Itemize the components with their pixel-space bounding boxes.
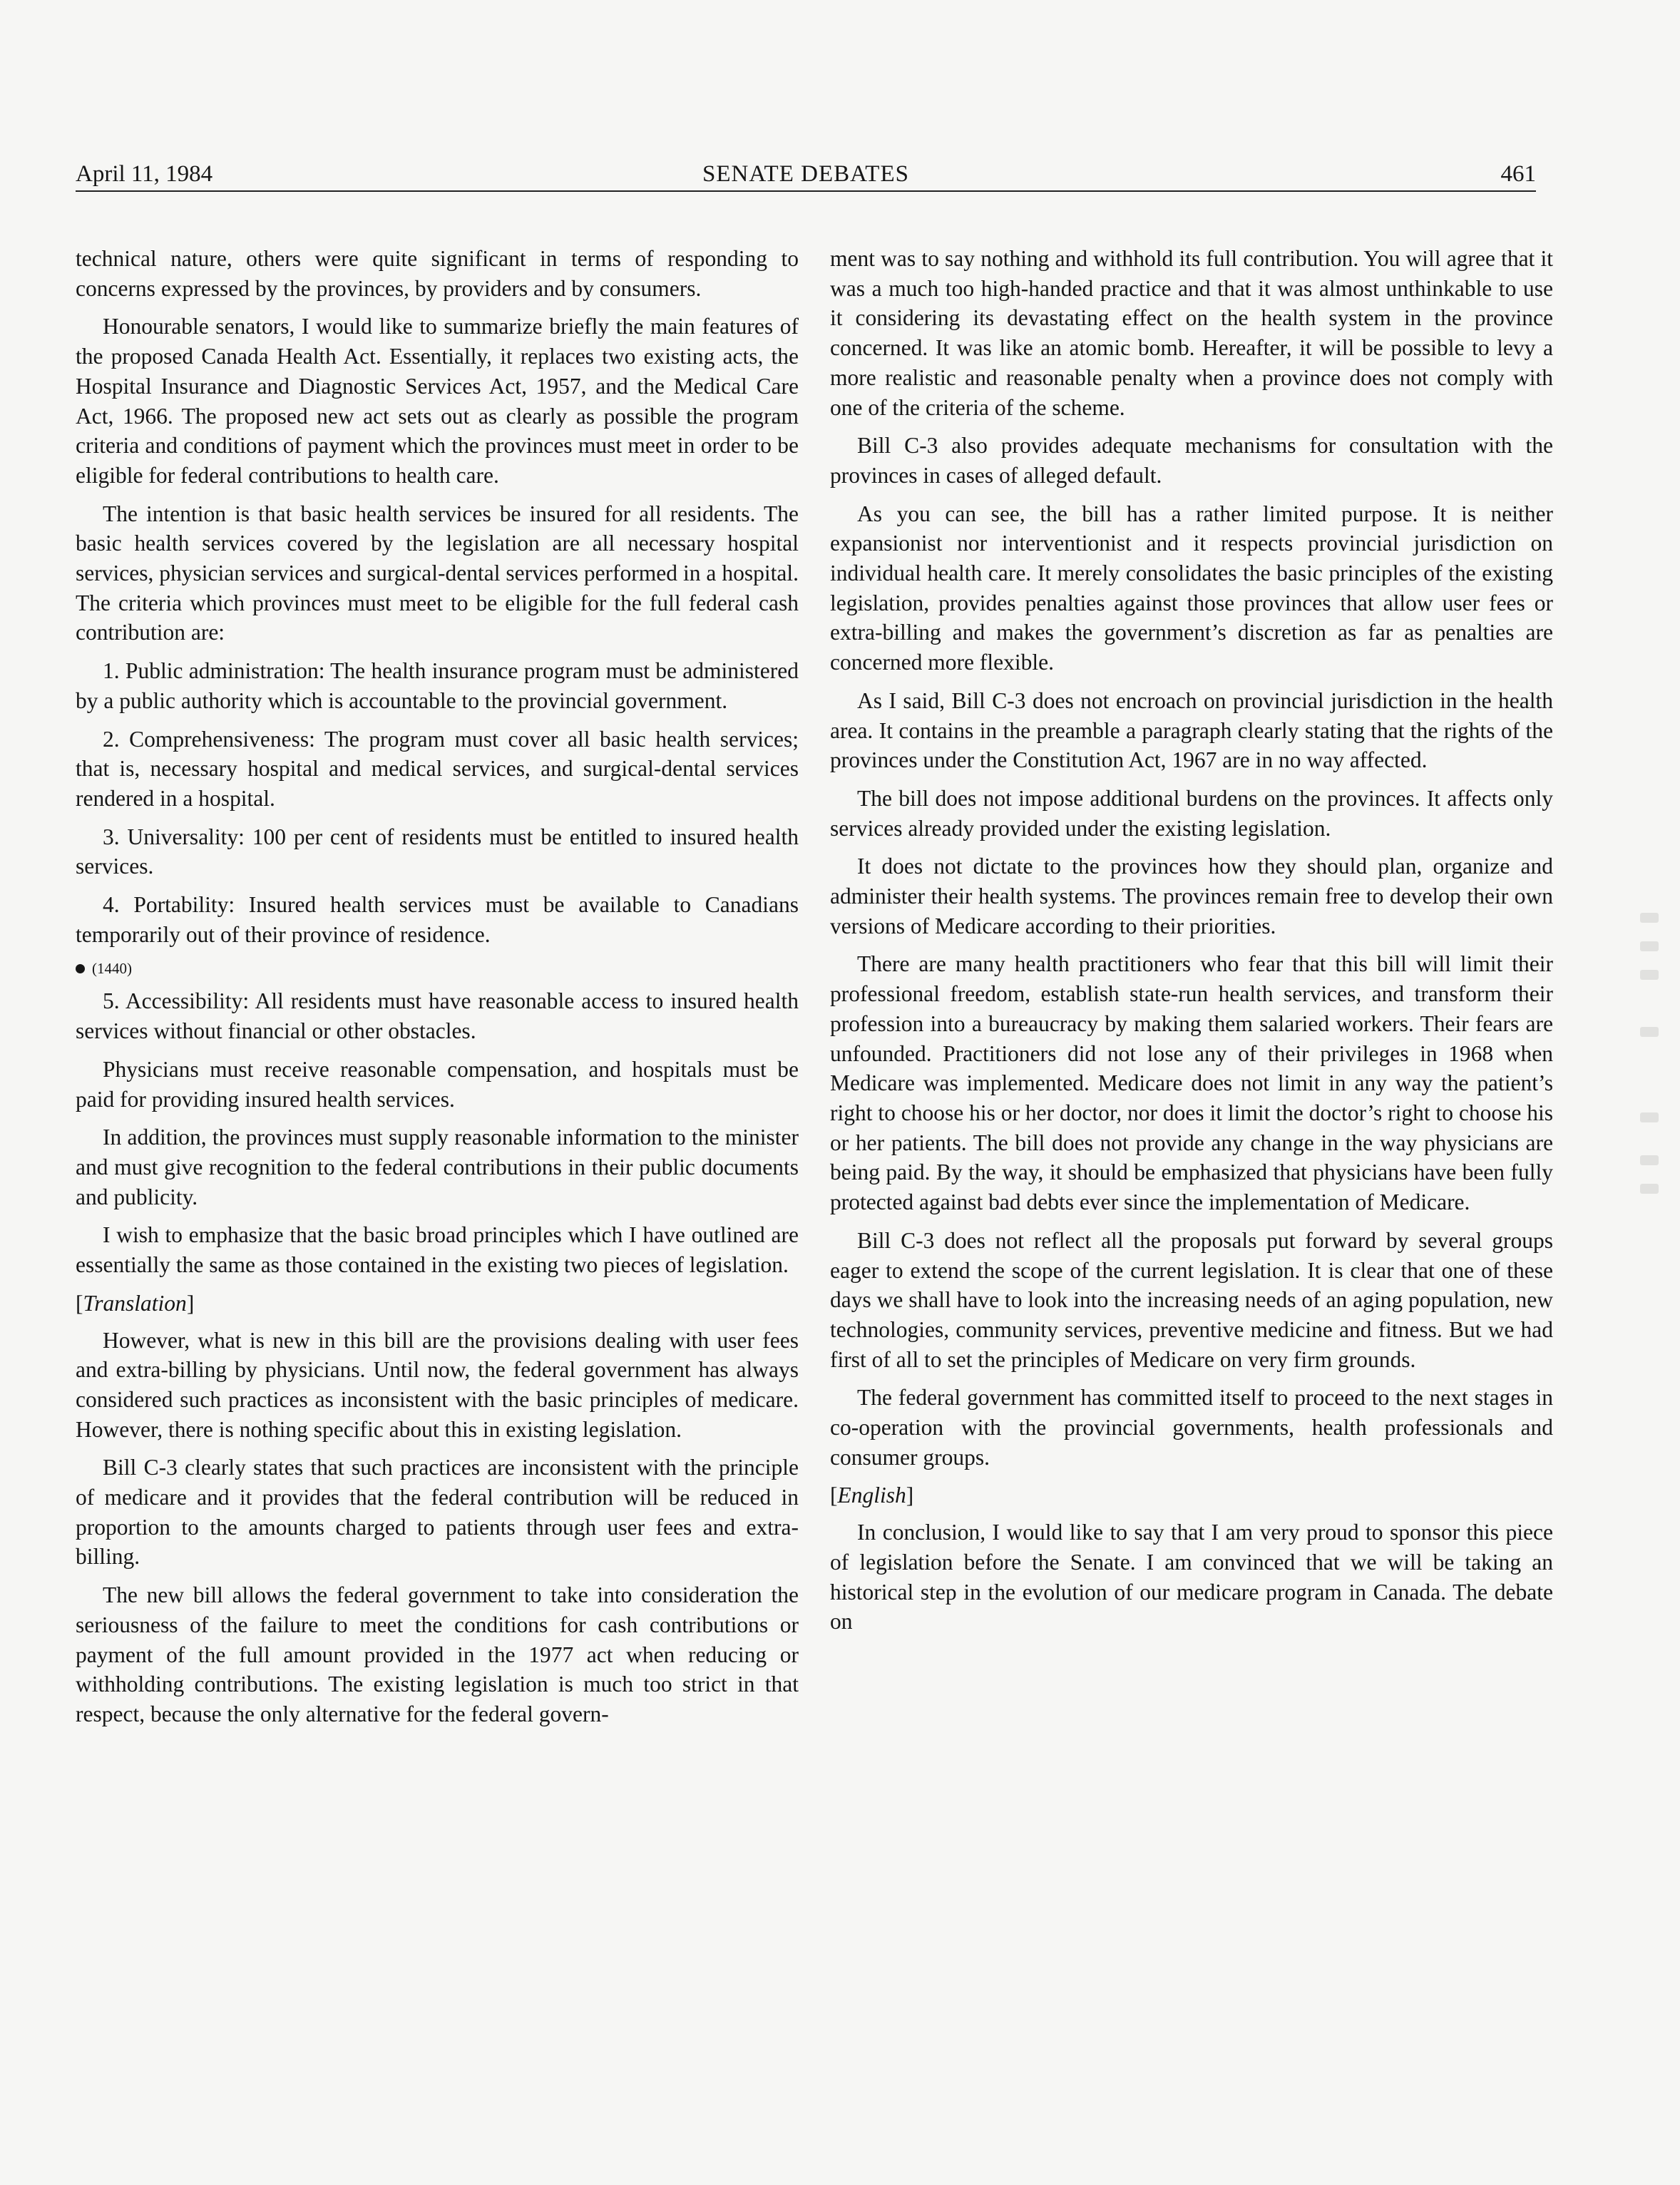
bleed-through-mark — [1640, 970, 1659, 980]
paragraph: technical nature, others were quite significant in terms of responding to concerns expressed by the provinces, by providers and by consumers. — [76, 246, 799, 301]
paragraph: The bill does not impose additional burdens on the provinces. It affects only services already provided under the existing legislation. — [830, 785, 1553, 841]
language-tag: [Translation] — [76, 1290, 195, 1316]
paragraph: ment was to say nothing and withhold its full contribution. You will agree that it was a much too high-handed practice and that it was almost unthinkable to use it considering its devastating effect on the health system in the province concerned. It was like an atomic bomb. Hereafter, it will be possible to levy a more realistic and reasonable penalty when a province does not comply with one of the criteria of the scheme. — [830, 246, 1553, 420]
paragraph: As I said, Bill C-3 does not encroach on provincial jurisdiction in the health area. It contains in the preamble a paragraph clearly stating that the rights of the provinces under the Constitution Act, 1967 are in no way affected. — [830, 687, 1553, 773]
paragraph: Bill C-3 does not reflect all the proposals put forward by several groups eager to extend the scope of the current legislation. It is clear that one of these days we shall have to look into the increasing needs of an aging population, new technologies, community services, preventive medicine and fitness. But we had first of all to set the principles of Medicare on very firm grounds. — [830, 1227, 1553, 1372]
time-marker — [76, 958, 799, 979]
paragraph: The federal government has committed itself to proceed to the next stages in co-operation with the provincial governments, health professionals and consumer groups. — [830, 1385, 1553, 1470]
paragraph: Honourable senators, I would like to summarize briefly the main features of the proposed Canada Health Act. Essentially, it replaces two existing acts, the Hospital Insurance and Diagnostic Services Act, 1957, and the Medical Care Act, 1966. The proposed new act sets out as clearly as possible the program criteria and conditions of payment which the provinces must meet in order to be eligible for federal contributions to health care. — [76, 314, 799, 488]
header-title: SENATE DEBATES — [702, 161, 909, 187]
right-column — [830, 244, 1553, 1645]
paragraph: In conclusion, I would like to say that I am very proud to sponsor this piece of legislation before the Senate. I am convinced that we will be taking an historical step in the evolution of our medicare program in Canada. The debate on — [830, 1520, 1553, 1634]
paragraph: Bill C-3 also provides adequate mechanisms for consultation with the provinces in cases of alleged default. — [830, 433, 1553, 488]
time-marker-text: (1440) — [92, 960, 132, 978]
criterion-item: 5. Accessibility: All residents must have reasonable access to insured health services without financial or other obstacles. — [76, 988, 799, 1044]
bleed-through-mark — [1640, 1112, 1659, 1122]
paragraph: Physicians must receive reasonable compensation, and hospitals must be paid for providing insured health services. — [76, 1056, 799, 1112]
language-tag-text: English — [837, 1483, 906, 1508]
paragraph: However, what is new in this bill are the provisions dealing with user fees and extra-billing by physicians. Until now, the federal government has always considered such practices as inconsistent with the basic principles of medicare. However, there is nothing specific about this in existing legislation. — [76, 1327, 799, 1442]
bleed-through-mark — [1640, 1184, 1659, 1194]
left-column — [76, 244, 799, 1738]
bullet-icon — [76, 964, 85, 973]
header-date: April 11, 1984 — [76, 161, 213, 187]
bleed-through-mark — [1640, 941, 1659, 951]
language-tag-text: Translation — [83, 1290, 187, 1316]
header-page-number: 461 — [1500, 161, 1536, 187]
bleed-through-mark — [1640, 1155, 1659, 1165]
paragraph: There are many health practitioners who fear that this bill will limit their professional freedom, establish state-run health services, and transform their profession into a bureaucracy by making them salaried workers. Their fears are unfounded. Practitioners did not lose any of their privileges in 1968 when Medicare was implemented. Medicare does not limit in any way the patient’s right to choose his or her doctor, nor does it limit the doctor’s right to choose his or her patients. The bill does not provide any change in the way physicians are being paid. By the way, it should be emphasized that physicians have been fully protected against bad debts ever since the implementation of Medicare. — [830, 951, 1553, 1215]
page-header — [76, 160, 1536, 188]
criterion-item: 2. Comprehensiveness: The program must cover all basic health services; that is, necessary hospital and medical services, and surgical-dental services rendered in a hospital. — [76, 726, 799, 811]
criterion-item: 4. Portability: Insured health services must be available to Canadians temporarily out of their province of residence. — [76, 892, 799, 947]
paragraph: It does not dictate to the provinces how they should plan, organize and administer their health systems. The provinces remain free to develop their own versions of Medicare according to their priorities. — [830, 854, 1553, 938]
language-tag: [English] — [830, 1483, 914, 1508]
bleed-through-mark — [1640, 1027, 1659, 1037]
bleed-through-mark — [1640, 913, 1659, 923]
paragraph: The intention is that basic health services be insured for all residents. The basic health services covered by the legislation are all necessary hospital services, physician services and surgical-dental services performed in a hospital. The criteria which provinces must meet to be eligible for the full federal cash contribution are: — [76, 501, 799, 645]
paragraph: Bill C-3 clearly states that such practices are inconsistent with the principle of medicare and it provides that the federal contribution will be reduced in proportion to the amounts charged to patients through user fees and extra-billing. — [76, 1455, 799, 1570]
paragraph: The new bill allows the federal government to take into consideration the seriousness of the failure to meet the conditions for cash contributions or payment of the full amount provided in the 1977 act when reducing or withholding contributions. The existing legislation is much too strict in that respect, because the only alternative for the federal govern- — [76, 1582, 799, 1726]
criterion-item: 1. Public administration: The health insurance program must be administered by a public authority which is accountable to the provincial government. — [76, 658, 799, 713]
paragraph: I wish to emphasize that the basic broad principles which I have outlined are essentially the same as those contained in the existing two pieces of legislation. — [76, 1222, 799, 1278]
header-rule — [76, 190, 1536, 192]
paragraph: In addition, the provinces must supply reasonable information to the minister and must give recognition to the federal contributions in their public documents and publicity. — [76, 1125, 799, 1209]
paragraph: As you can see, the bill has a rather limited purpose. It is neither expansionist nor interventionist and it respects provincial jurisdiction on individual health care. It merely consolidates the basic principles of the existing legislation, provides penalties against those provinces that allow user fees or extra-billing and makes the government’s discretion as far as penalties are concerned more flexible. — [830, 501, 1553, 675]
criterion-item: 3. Universality: 100 per cent of residents must be entitled to insured health services. — [76, 824, 799, 879]
